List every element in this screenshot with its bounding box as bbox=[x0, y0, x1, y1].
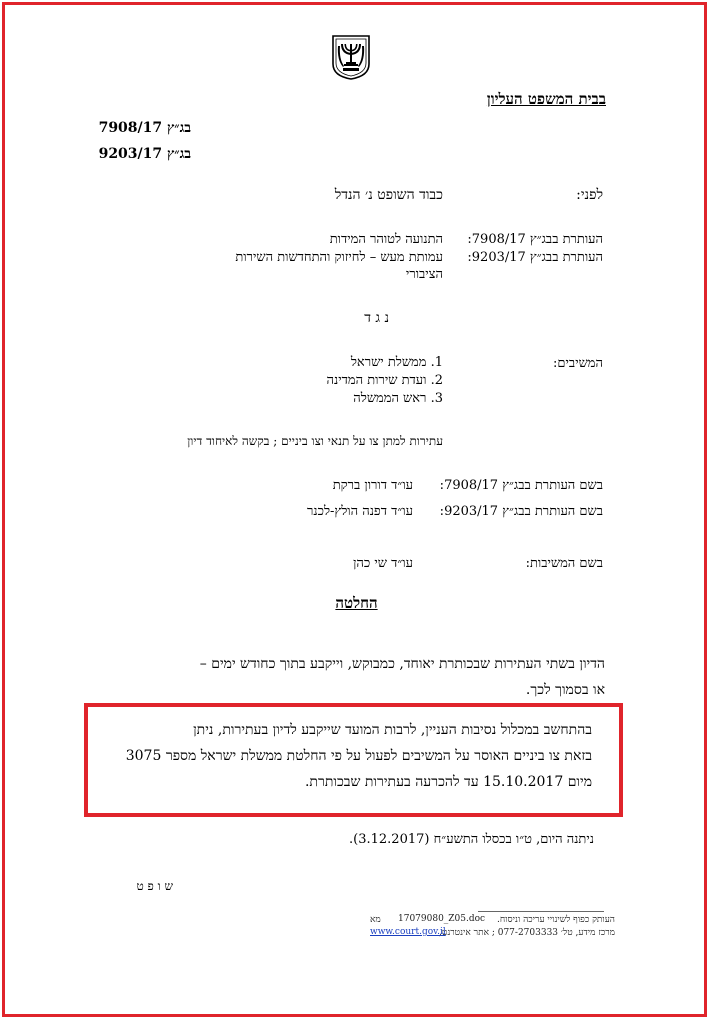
petitioner-label: העותרת בבג״ץ 9203/17: bbox=[467, 250, 603, 265]
paragraph-line: הדיון בשתי העתירות שבכותרת יאוחד, כמבוקש, וייקבע בתוך כחודש ימים – bbox=[199, 656, 605, 672]
paragraph-line: בהתחשב במכלול נסיבות העניין, לרבות המועד שייקבע לדיון בעתירות, ניתן bbox=[193, 722, 592, 738]
court-website-link[interactable]: www.court.gov.il bbox=[370, 927, 446, 937]
counsel-name: עו״ד דפנה הולץ-לכנר bbox=[306, 504, 413, 519]
case-number: בג״ץ 9203/17 bbox=[98, 146, 191, 162]
respondent-item: 1. ממשלת ישראל bbox=[350, 355, 443, 370]
court-name: בבית המשפט העליון bbox=[486, 90, 606, 108]
footer-note: העותק כפוף לשינויי עריכה וניסוח. bbox=[497, 915, 615, 925]
counsel-label: בשם העותרת בבג״ץ 7908/17: bbox=[439, 478, 603, 493]
footer-info: מרכז מידע, טל׳ 077-2703333 ; אתר אינטרנט, bbox=[439, 928, 615, 938]
before-label: לפני: bbox=[576, 187, 603, 203]
state-emblem-icon bbox=[329, 34, 373, 80]
judge-name: כבוד השופט נ׳ הנדל bbox=[334, 187, 443, 203]
paragraph-line: בזאת צו ביניים האוסר על המשיבים לפעול על פי החלטת ממשלת ישראל מספר 3075 bbox=[125, 748, 592, 764]
petitioner-name: התנועה לטוהר המידות bbox=[329, 232, 443, 247]
counsel-label: בשם המשיבות: bbox=[525, 556, 603, 571]
respondent-item: 3. ראש הממשלה bbox=[353, 391, 443, 406]
ruling-title: החלטה bbox=[335, 594, 378, 612]
counsel-label: בשם העותרת בבג״ץ 9203/17: bbox=[439, 504, 603, 519]
case-number: בג״ץ 7908/17 bbox=[98, 120, 191, 136]
signature-label: ש ו פ ט bbox=[136, 879, 173, 893]
versus: נ ג ד bbox=[364, 310, 389, 326]
paragraph-line: או בסמוך לכך. bbox=[525, 682, 605, 698]
given-date: ניתנה היום, ט״ו בכסלו התשע״ח (3.12.2017). bbox=[349, 832, 594, 847]
counsel-name: עו״ד שי כהן bbox=[353, 556, 413, 571]
petitioner-name: עמותת מעש – לחיזוק והתחדשות השירות bbox=[235, 250, 443, 265]
footer-file: 17079080_Z05.doc bbox=[398, 914, 486, 924]
subject-line: עתירות למתן צו על תנאי וצו ביניים ; בקשה לאיחוד דיון bbox=[187, 434, 443, 448]
footer-tag: מא bbox=[370, 915, 381, 925]
petitioner-name-cont: הציבורי bbox=[405, 267, 443, 282]
paragraph-line: מיום 15.10.2017 עד להכרעה בעתירות שבכותרת. bbox=[304, 774, 592, 790]
counsel-name: עו״ד דורון ברקת bbox=[332, 478, 413, 493]
footer-divider bbox=[478, 911, 604, 912]
respondent-item: 2. ועדת שירות המדינה bbox=[326, 373, 443, 388]
respondents-label: המשיבים: bbox=[553, 356, 603, 371]
petitioner-label: העותרת בבג״ץ 7908/17: bbox=[467, 232, 603, 247]
